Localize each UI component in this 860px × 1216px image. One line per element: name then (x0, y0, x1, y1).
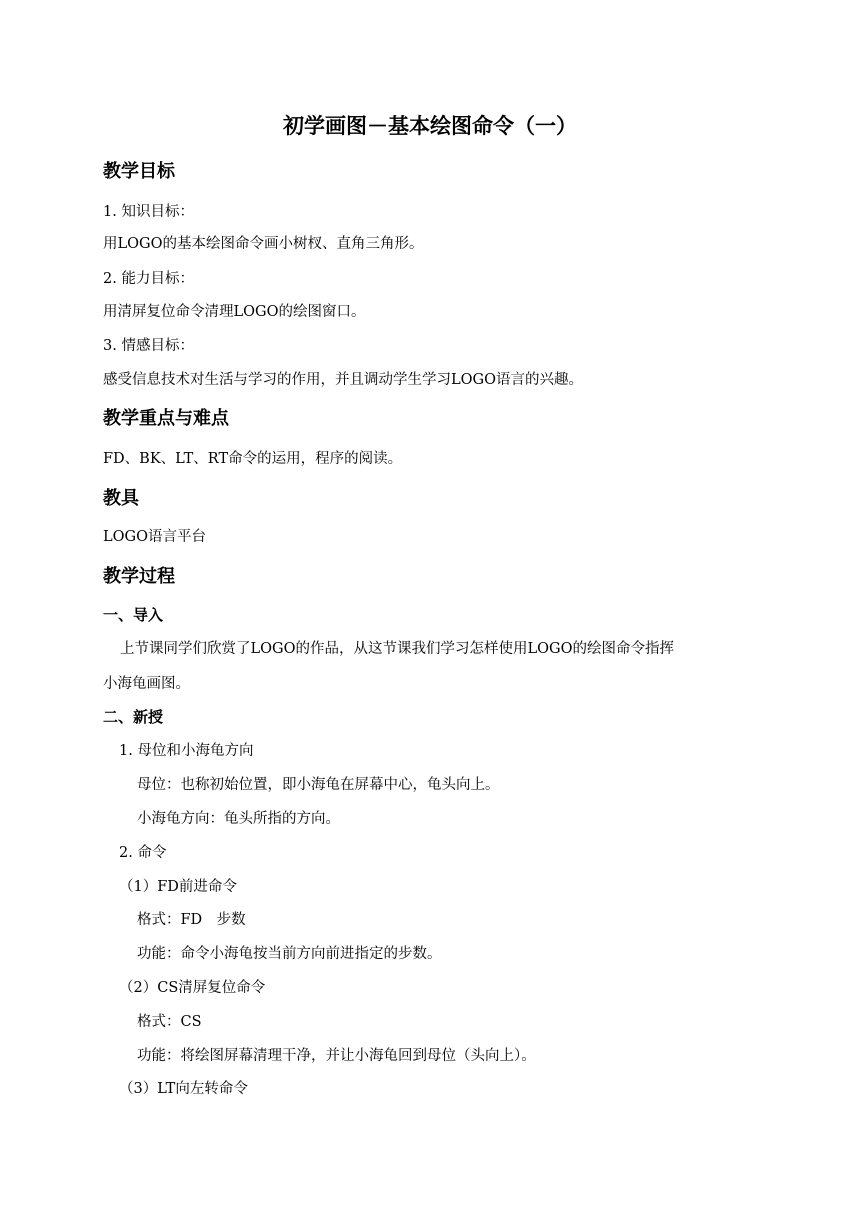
cmd1-format: 格式：FD 步数 (137, 912, 246, 928)
knowledge-objective-text: 用LOGO的基本绘图命令画小树杈、直角三角形。 (103, 236, 424, 252)
intro-heading: 一、导入 (103, 606, 164, 624)
emotion-objective-text: 感受信息技术对生活与学习的作用，并且调动学生学习LOGO语言的兴趣。 (103, 372, 583, 388)
cmd2-label: （2）CS清屏复位命令 (119, 980, 266, 996)
cmd2-function: 功能：将绘图屏幕清理干净，并让小海龟回到母位（头向上）。 (137, 1048, 536, 1064)
item1-label: 1. 母位和小海龟方向 (119, 743, 254, 759)
document-title: 初学画图－基本绘图命令（一） (283, 114, 577, 138)
key-points-heading: 教学重点与难点 (103, 408, 229, 429)
process-heading: 教学过程 (103, 566, 175, 587)
ability-objective-label: 2. 能力目标： (103, 271, 194, 287)
cmd1-function: 功能：命令小海龟按当前方向前进指定的步数。 (137, 946, 442, 962)
ability-objective-text: 用清屏复位命令清理LOGO的绘图窗口。 (103, 304, 366, 320)
intro-paragraph-line2: 小海龟画图。 (103, 676, 190, 692)
item1-line1: 母位：也称初始位置，即小海龟在屏幕中心，龟头向上。 (137, 777, 500, 793)
cmd3-label: （3）LT向左转命令 (119, 1081, 248, 1097)
new-lesson-heading: 二、新授 (103, 708, 164, 726)
knowledge-objective-label: 1. 知识目标： (103, 204, 194, 220)
key-points-text: FD、BK、LT、RT命令的运用，程序的阅读。 (103, 451, 403, 467)
emotion-objective-label: 3. 情感目标： (103, 338, 194, 354)
intro-paragraph-line1: 上节课同学们欣赏了LOGO的作品，从这节课我们学习怎样使用LOGO的绘图命令指挥 (120, 641, 674, 657)
item2-label: 2. 命令 (119, 845, 167, 861)
tools-heading: 教具 (103, 488, 139, 509)
cmd2-format: 格式：CS (137, 1014, 202, 1030)
item1-line2: 小海龟方向：龟头所指的方向。 (137, 811, 340, 827)
tools-text: LOGO语言平台 (103, 529, 206, 545)
objectives-heading: 教学目标 (103, 161, 175, 182)
cmd1-label: （1）FD前进命令 (119, 879, 237, 895)
